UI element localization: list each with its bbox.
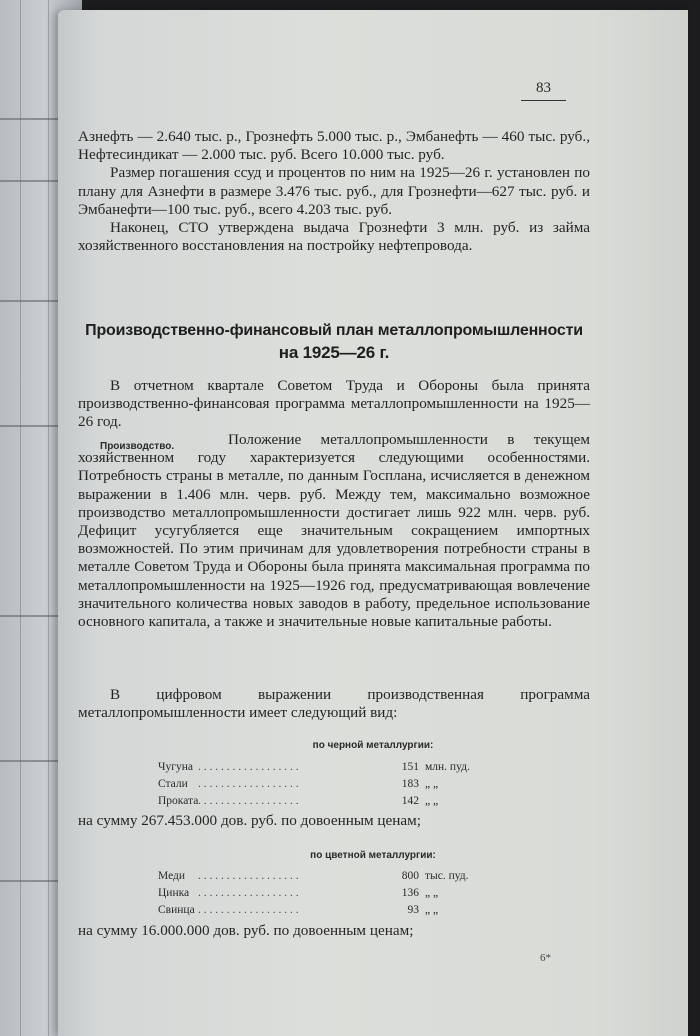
metal-unit: „ „ <box>425 904 439 916</box>
paragraph: В цифровом выражении производственная программа металлопромышленности имеет следующий вид: <box>78 686 590 722</box>
metal-name: Свинца <box>158 904 195 916</box>
nonferrous-subheading: по цветной металлургии: <box>310 850 436 861</box>
page-number: 83 <box>536 80 551 96</box>
table-row: Цинка . . . . . . . . . . . . . . . . . . 136 „ „ <box>158 887 439 899</box>
table-row: Стали . . . . . . . . . . . . . . . . . . 183 „ „ <box>158 778 439 790</box>
table-row: Свинца . . . . . . . . . . . . . . . . . . 93 „ „ <box>158 904 439 916</box>
metal-unit: „ „ <box>425 795 439 807</box>
metal-name: Стали <box>158 778 188 790</box>
section-heading <box>78 320 590 364</box>
page-number-block <box>521 80 566 101</box>
paragraph: В отчетном квартале Советом Труда и Обороны была принята производственно-финансовая программа металлопромышленности на 1925—26 год. <box>78 377 590 431</box>
metal-value: 800 <box>401 870 419 882</box>
metal-name: Чугуна <box>158 761 193 773</box>
metal-value: 142 <box>401 795 419 807</box>
production-paragraph <box>78 431 590 631</box>
paragraph: Положение металлопромышленности в текущем хозяйственном году характеризуется следующими особенностями. Потребность страны в металле, по данным Госплана, исчисляется в денежном выражении в 1.406 млн. черв. руб. Между тем, максимально возможное производство металлопромышленности достигает лишь 922 млн. черв. руб. Дефицит усугубляется еще значительным сокращением импортных возможностей. По этим причинам для удовлетворения потребности страны в металле Советом Труда и Обороны была принята максимальная программа по металлопромышленности на 1925—1926 год, предусматривающая вовлечение значительного количества новых заводов в работу, предельное использование основного капитала, а также и значительные новые капитальные работы. <box>78 431 590 631</box>
signature-mark: 6* <box>540 952 551 964</box>
ferrous-subheading: по черной металлургии: <box>312 740 434 751</box>
metal-value: 93 <box>407 904 419 916</box>
numeric-paragraph <box>78 686 590 722</box>
intro-paragraph <box>78 377 590 432</box>
metal-unit: млн. пуд. <box>425 761 470 773</box>
table-row: Чугуна . . . . . . . . . . . . . . . . . . 151 млн. пуд. <box>158 761 470 773</box>
table-row: Проката. . . . . . . . . . . . . . . . . . 142 „ „ <box>158 795 439 807</box>
metal-value: 136 <box>401 887 419 899</box>
nonferrous-sum: на сумму 16.000.000 дов. руб. по довоенным ценам; <box>78 922 414 939</box>
heading-line: Производственно-финансовый план металлопромышленности <box>85 322 583 339</box>
page-number-rule <box>521 100 566 101</box>
metal-name: Проката <box>158 795 199 807</box>
metal-name: Меди <box>158 870 186 882</box>
paragraph: Размер погашения ссуд и процентов по ним на 1925—26 г. установлен по плану для Азнефти в размере 3.476 тыс. руб., для Грознефти—627 тыс. руб. и Эмбанефти—100 тыс. руб., всего 4.203 тыс. руб. <box>78 164 590 218</box>
paragraph: Наконец, СТО утверждена выдача Грознефти 3 млн. руб. из займа хозяйственного восстановления на постройку нефтепровода. <box>78 219 590 255</box>
book-page <box>58 10 688 1036</box>
metal-name: Цинка <box>158 887 190 899</box>
metal-value: 183 <box>401 778 419 790</box>
metal-unit: „ „ <box>425 887 439 899</box>
table-row: Меди . . . . . . . . . . . . . . . . . . 800 тыс. пуд. <box>158 870 469 882</box>
heading-line: на 1925—26 г. <box>278 343 390 362</box>
paragraph: Азнефть — 2.640 тыс. р., Грознефть 5.000 тыс. р., Эмбанефть — 460 тыс. руб., Нефтесиндикат — 2.000 тыс. руб. Всего 10.000 тыс. руб. <box>78 128 590 164</box>
ferrous-sum: на сумму 267.453.000 дов. руб. по довоенным ценам; <box>78 812 422 829</box>
metal-unit: „ „ <box>425 778 439 790</box>
metal-value: 151 <box>401 761 419 773</box>
metal-unit: тыс. пуд. <box>425 870 469 882</box>
top-paragraphs <box>78 128 590 255</box>
margin-note: Производство. <box>100 441 175 452</box>
